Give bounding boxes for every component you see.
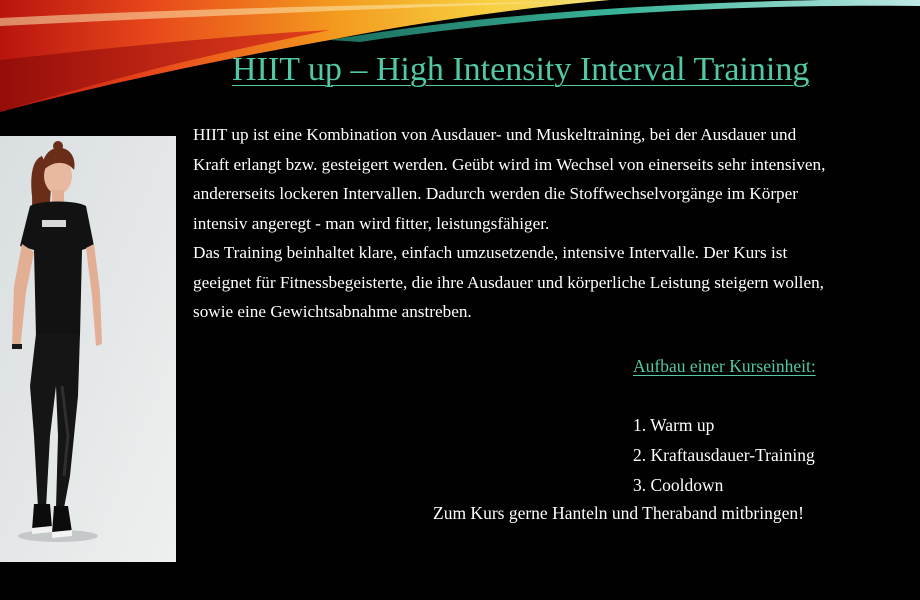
course-structure-heading: Aufbau einer Kurseinheit: — [633, 356, 816, 376]
description-line: Kraft erlangt bzw. gesteigert werden. Geübt wird im Wechsel von einerseits sehr intensiven, — [193, 154, 826, 174]
description-line: geeignet für Fitnessbegeisterte, die ihre Ausdauer und körperliche Leistung steigern wollen, — [193, 272, 824, 292]
course-steps-list — [633, 410, 815, 500]
instructor-photo — [0, 136, 176, 562]
course-step-item: 2. Kraftausdauer-Training — [633, 445, 815, 465]
course-step-item: 1. Warm up — [633, 415, 715, 435]
description-line: HIIT up ist eine Kombination von Ausdauer- und Muskeltraining, bei der Ausdauer und — [193, 125, 797, 144]
description-line: intensiv angeregt - man wird fitter, leistungsfähiger. — [193, 213, 550, 233]
description-line: sowie eine Gewichtsabnahme anstreben. — [193, 302, 472, 321]
closing-note: Zum Kurs gerne Hanteln und Theraband mitbringen! — [433, 503, 804, 523]
description-line: Das Training beinhaltet klare, einfach umzusetzende, intensive Intervalle. Der Kurs ist — [193, 243, 788, 262]
course-description — [193, 120, 920, 327]
description-line: andererseits lockeren Intervallen. Dadurch werden die Stoffwechselvorgänge im Körper — [193, 184, 798, 203]
slide-title: HIIT up – High Intensity Interval Training — [232, 51, 810, 88]
course-step-item: 3. Cooldown — [633, 475, 724, 495]
